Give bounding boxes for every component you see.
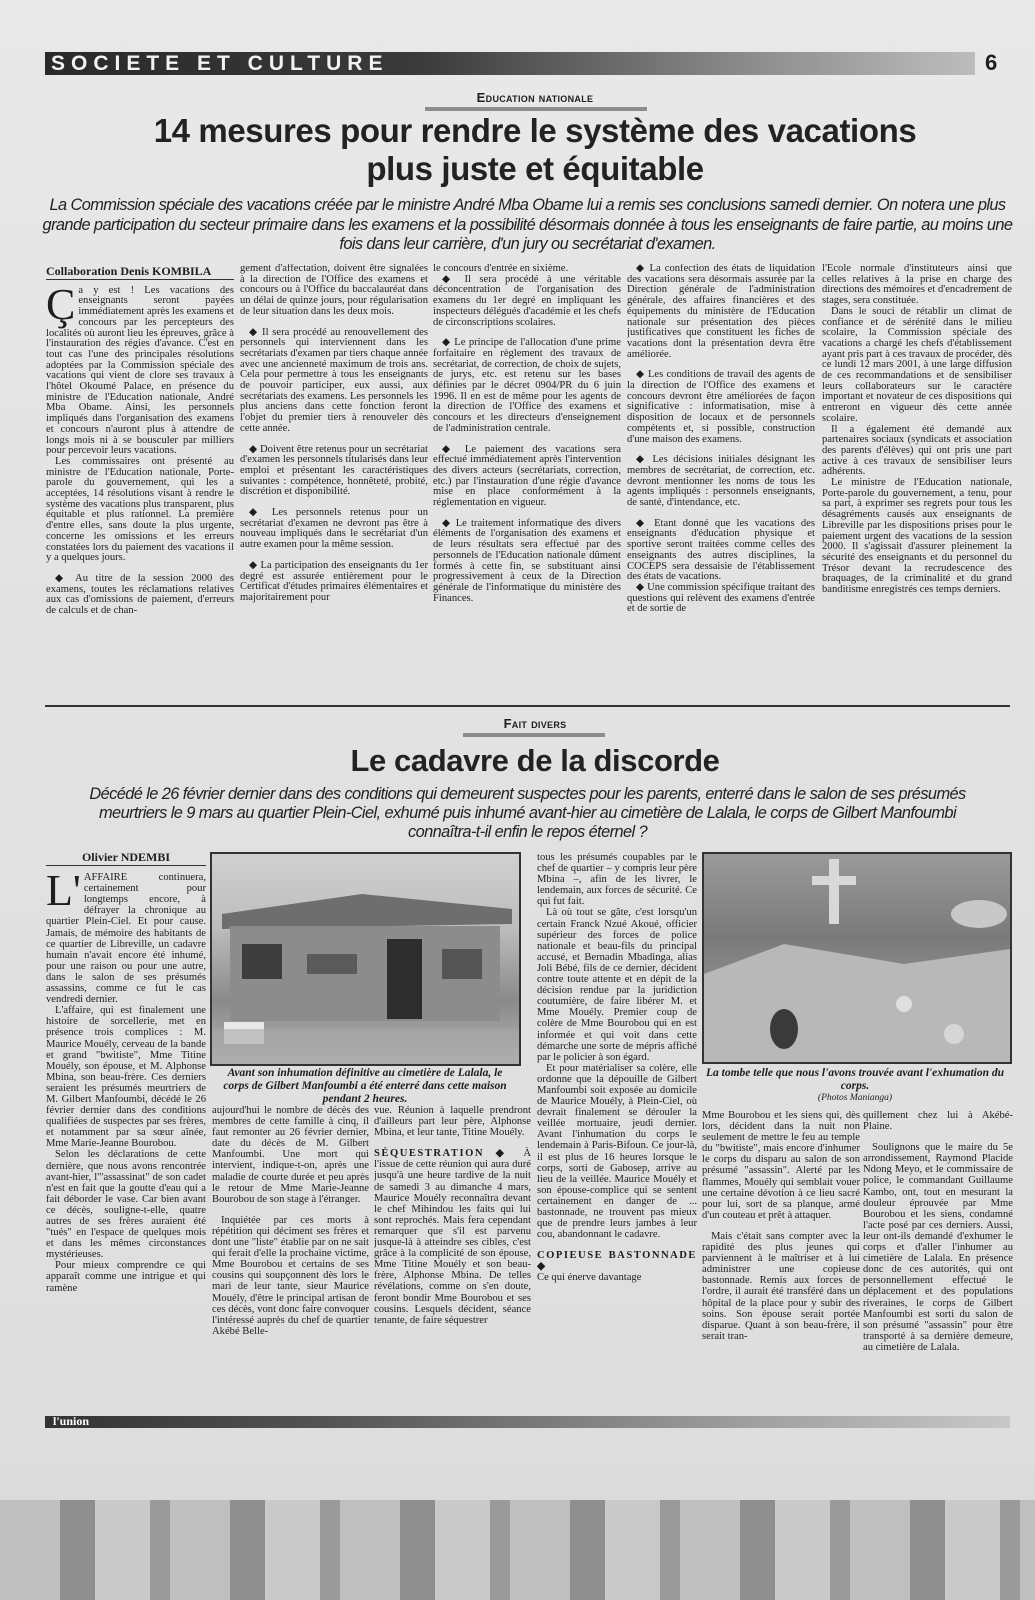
paragraph: ◆ Le traitement informatique des divers éléments de l'organisation des examens et de leurs résultats sera effectué par des personnels de l'Education nationale dûment formés à cette fin, se substituant ainsi progressivement à ceux de la Direction générale de l'informatique du ministère des Finances. — [433, 517, 621, 604]
paragraph: l'Ecole normale d'instituteurs ainsi que celles relatives à la prise en charge des directions des mémoires et d'encadrement de stages, sera constituée. — [822, 264, 1012, 307]
photo-house — [210, 852, 521, 1066]
scan-background — [0, 1500, 1035, 1600]
paragraph: L'affaire, qui est finalement une histoire de sorcellerie, met en présence trois complices : M. Maurice Mouély, cerveau de la bande et grand "bwitiste", Mme Titine Mouély, son épouse, et M. Alphonse Mbina, son beau-frère. Ces derniers seraient les présumés meurtriers de M. Gilbert Manfoumbi, décédé le 26 février dernier dans des conditions qualifiées de suspectes par ses frères, et notamment par sa sœur aînée, Mme Marie-Jeanne Bourobou. — [46, 1005, 206, 1150]
article2-column-5 — [702, 1110, 860, 1400]
paragraph-text: Ce qui énerve davantage — [537, 1272, 642, 1284]
paragraph: Là où tout se gâte, c'est lorsqu'un certain Franck Nzué Akoué, officier supérieur des forces de police nationale et beau-fils du principal accusé, et Bernadin Mbadinga, alias Joli Bébé, fils de ce dernier, décident contre toute attente et en dépit de la décision rendue par la juridiction coutumière, de faire libérer M. et Mme Mouély. Premier coup de colère de Mme Bourobou qui en est informée et qui voit dans cette démarche une sorte de mépris affiché par le policier à son égard. — [537, 907, 697, 1063]
paragraph: ◆ Une commission spécifique traitant des questions qui relèvent des examens d'entrée et de sortie de — [627, 581, 815, 615]
article1-column-4 — [627, 264, 815, 692]
paragraph: ◆ Au titre de la session 2000 des examens, toutes les réclamations relatives aux cas d'omissions de paiement, d'erreurs de calculs et de chan- — [46, 572, 234, 617]
article2-column-4 — [537, 852, 697, 1400]
section-label: SOCIETE ET CULTURE — [51, 52, 389, 75]
headline-line-1: 14 mesures pour rendre le système des vacations — [153, 112, 917, 149]
paragraph: ◆ Etant donné que les vacations des enseignants d'éducation physique et sportive seront traitées comme celles des enseignants des autres disciplines, la COCEPS sera dessaisie de l'établissement des états de vacations. — [627, 517, 815, 583]
house-image — [212, 854, 519, 1064]
kicker-rule — [463, 733, 605, 737]
paragraph — [374, 1148, 531, 1326]
paragraph: ◆ Les personnels retenus pour un secrétariat d'examen ne devront pas être à nouveau impliqués dans le secrétariat d'un autre examen pour la même session. — [240, 507, 428, 551]
paragraph: tous les présumés coupables par le chef de quartier – y compris leur père Mbina –, afin de les livrer, le lendemain, aux forces de sécurité. Ce qui fut fait. — [537, 852, 697, 908]
article2-byline: Olivier NDEMBI — [46, 852, 206, 866]
article2-column-1 — [46, 852, 206, 1400]
paragraph: Mme Bourobou et les siens qui, dès lors, décident dans la nuit non seulement de mettre le feu au temple du "bwitiste", mais encore d'inhumer le corps du disparu au salon de son présumé "assassin". Alerté par les flammes, Mouély qui semblait vouer une certaine dévotion à ce lieu sacré pour lui, sort de sa planque, armé d'un couteau et prêt à attaquer. — [702, 1110, 860, 1221]
paragraph: ◆ Les décisions initiales désignant les membres de secrétariat, de correction, etc. devront mentionner les noms de tous les agents impliqués : personnels enseignants, de santé, d'intendance, etc. — [627, 454, 815, 509]
article2-column-2 — [212, 1105, 369, 1400]
grave-image — [704, 854, 1010, 1062]
paragraph: Et pour matérialiser sa colère, elle ordonne que la dépouille de Gilbert Manfoumbi soit exposée au domicile de Maurice Mouély, à Plein-Ciel, où devrait finalement se dérouler la veillée mortuaire, jeudi dernier. Avant l'inhumation du corps le lendemain à Paris-Bifoun. Ce jour-là, il est plus de 16 heures lorsque le corps, sorti de Gabosep, arrive au lieu de la veillée. Maurice Mouély et son épouse-complice qui se sentent certainement en danger de ... bastonnade, ne trouvent pas mieux que de prendre leurs jambes à leur cou, abandonnant le cadavre. — [537, 1062, 697, 1241]
paragraph: Ça y est ! Les vacations des enseignants seront payées immédiatement après les examens et concours par les percepteurs des localités où auront lieu les épreuves, grâce à l'instauration des régies d'avance. C'est en tout cas l'une des principales résolutions adoptées par la Commission spéciale des vacations qui vient de clore ses travaux à l'hôtel Okoumé Palace, en présence du ministre de l'Education nationale, André Mba Obame. Ainsi, les personnels impliqués dans l'organisation des examens et concours n'auront plus à attendre de longs mois ni à se bousculer par milliers pour percevoir leurs vacations. — [46, 279, 234, 457]
paragraph: Dans le souci de rétablir un climat de confiance et de sérénité dans le milieu scolaire, la Commission spéciale des vacations a chargé les chefs d'établissement ayant pris part à ces travaux de procéder, dès ce lundi 12 mars 2001, à une large diffusion de ces recommandations et de sensibiliser leurs collaborateurs sur le caractère important et novateur de ces dispositions qui entreront en vigueur dès cette année scolaire. — [822, 305, 1012, 424]
paragraph: ◆ Il sera procédé au renouvellement des personnels qui interviennent dans les secrétariats d'examen par tiers chaque année avec une ancienneté maximum de trois ans. Cela pour permettre à tous les enseignants de pouvoir participer, eux aussi, aux secrétariats des examens. Les personnels les plus anciens dans cette fonction feront l'objet du premier tiers à renouveler dès cette année. — [240, 326, 428, 434]
paragraph: L'AFFAIRE continuera, certainement pour longtemps encore, à défrayer la chronique au quartier Plein-Ciel. Et pour cause. Jamais, de mémoire des habitants de ce quartier de Libreville, un cadavre humain n'avait encore été inhumé, pour une raison ou pour une autre, dans le salon de ses présumés assassins, comme ce fut le cas vendredi dernier. — [46, 866, 206, 1006]
article1-column-1 — [46, 266, 234, 692]
article2-headline: Le cadavre de la discorde — [350, 743, 720, 778]
paragraph: ◆ Il sera procédé à une véritable déconcentration de l'organisation des examens du 1er degré en impliquant les inspecteurs délégués d'académie et les chefs de circonscriptions scolaires. — [433, 273, 621, 328]
article1-byline: Collaboration Denis KOMBILA — [46, 266, 234, 280]
photo-grave — [702, 852, 1012, 1064]
article-divider — [45, 705, 1010, 707]
article1-column-2 — [240, 264, 428, 692]
paragraph — [537, 1250, 697, 1283]
photo2-caption: La tombe telle que nous l'avons trouvée avant l'exhumation du corps. — [705, 1067, 1005, 1092]
article1-column-5 — [822, 264, 1012, 692]
paragraph: Les commissaires ont présenté au ministre de l'Education nationale, Porte-parole du gouvernement, qui les a acceptées, 14 résolutions visant à rendre le système des vacations plus transparent, plus équitable et plus rationnel. La première d'entre elles, sans doute la plus urgente, concerne les omissions et les erreurs constatées lors du paiement des vacations il y a quelques jours. — [46, 455, 234, 564]
page-number: 6 — [985, 50, 998, 75]
paragraph: Mais c'était sans compter avec la rapidité des plus jeunes qui parviennent à le maîtriser et à lui administrer une copieuse bastonnade. Remis aux forces de l'ordre, il aurait été transféré dans un hôpital de la place pour y subir des soins. Son épouse serait portée disparue. Quant à son beau-frère, il serait tran- — [702, 1230, 860, 1342]
article1-deck: La Commission spéciale des vacations créée par le ministre André Mba Obame lui a remis ses conclusions samedi dernier. On notera une plus grande participation du secteur primaire dans les examens et la possibilité désormais donnée à tous les enseignants de faire partie, au moins une fois dans leur carrière, d'un jury ou secrétariat d'examen. — [42, 196, 1013, 253]
article1-kicker: Education nationale — [476, 90, 594, 105]
paragraph: le concours d'entrée en sixième. — [433, 264, 569, 274]
photo1-caption: Avant son inhumation définitive au cimetière de Lalala, le corps de Gilbert Manfoumbi a été enterré dans cette maison pendant 2 heures. — [223, 1067, 507, 1105]
footer-banner — [45, 1416, 1010, 1428]
paragraph: ◆ Doivent être retenus pour un secrétariat d'examen les personnels titularisés dans leur emploi et présentant les caractéristiques suivantes : compétence, honnêteté, probité, discrétion et disponibilité. — [240, 443, 428, 498]
kicker-rule — [425, 107, 647, 111]
paragraph: ◆ Le principe de l'allocation d'une prime forfaitaire en règlement des travaux de secrétariat, de correction, de choix de sujets, de jurys, etc. est retenu sur les bases définies par le décret 0904/PR du 6 juin 1996. Il en est de même pour les agents de la direction de l'Office des examens et concours et les directeurs d'enseignement de l'administration centrale. — [433, 337, 621, 434]
article1-column-3 — [433, 264, 621, 692]
article2-deck: Décédé le 26 février dernier dans des conditions qui demeurent suspectes pour les parents, enterré dans le salon de ses présumés meurtriers le 9 mars au quartier Plein-Ciel, exhumé puis inhumé avant-hier au cimetière de Lalala, le corps de Gilbert Manfoumbi connaîtra-t-il enfin le repos éternel ? — [89, 785, 966, 841]
paragraph-text: À l'issue de cette réunion qui aura duré jusqu'à une heure tardive de la nuit de samedi 3 au dimanche 4 mars, Maurice Mouély reconnaîtra devant le chef Mihindou les faits qui lui sont reprochés. Mais fera cependant remarquer que s'il est parvenu jusque-là à atteindre ses cibles, c'est grâce à la complicité de son épouse, Mme Titine Mouély et son beau-frère, Alphonse Mbina. De telles révélations, comme on s'en doute, feront bondir Mme Bourobou et ses cousins. Lesquels décident, séance tenante, de faire séquestrer — [374, 1148, 531, 1326]
article2-column-6 — [863, 1110, 1013, 1400]
paragraph: Soulignons que le maire du 5e arrondissement, Raymond Placide Ndong Meyo, et le commissaire de police, le commandant Guillaume Kambo, ont, tout en mesurant la douleur éprouvée par Mme Bourobou et les siens, condamné l'acte posé par ces derniers. Aussi, leur ont-ils demandé d'exhumer le corps et d'aller l'inhumer au cimetière de Lalala. En présence donc de ces autorités, qui ont personnellement effectué le déplacement et des populations riveraines, le corps de Gilbert Manfoumbi est sorti du salon de son présumé "assassin" pour être transporté à sa dernière demeure, au cimetière de Lalala. — [863, 1142, 1013, 1353]
article1-headline — [40, 112, 1030, 188]
paragraph: Pour mieux comprendre ce qui apparaît comme une intrigue et qui ramène — [46, 1260, 206, 1294]
paragraph: ◆ Le paiement des vacations sera effectué immédiatement après l'intervention des divers acteurs (secrétariats, correction, etc.) par l'instauration d'une régie d'avance mise en place conformément à la réglementation en vigueur. — [433, 443, 621, 509]
paragraph: quillement chez lui à Akébé-Plaine. — [863, 1110, 1013, 1133]
paragraph: vue. Réunion à laquelle prendront d'ailleurs part leur père, Alphonse Mbina, et leur tante, Titine Mouély. — [374, 1105, 531, 1139]
paragraph: ◆ La participation des enseignants du 1er degré est assurée entièrement pour le Certificat d'études primaires élémentaires et majoritairement pour — [240, 559, 428, 603]
paragraph: ◆ La confection des états de liquidation des vacations sera désormais assurée par la Direction générale de l'administration générale, des affaires financières et des équipements du ministère de l'Education nationale sur présentation des pièces justificatives que constituent les fiches de vacations dont la présentation devra être améliorée. — [627, 264, 815, 360]
article2-kicker: Fait divers — [503, 716, 567, 731]
subhead-sequestration: SÉQUESTRATION ◆ — [374, 1148, 514, 1160]
paragraph: Le ministre de l'Education nationale, Porte-parole du gouvernement, a tenu, pour sa part, à exprimer ses regrets pour tous les désagréments causés aux enseignants de Libreville par les dispositions prises pour le paiement urgent des vacations de la session 2000. Il s'agissait d'assurer pleinement la sécurité des enseignants et du personnel du Trésor devant la recrudescence des braquages, de la criminalité et du grand banditisme enregistrés ces temps derniers. — [822, 477, 1012, 596]
paragraph: Inquiétée par ces morts à répétition qui déciment ses frères et dont une "liste" établie par on ne sait qui ferait d'elle la prochaine victime, Mme Bourobou et certains de ses cousins qui soupçonnent dès lors le mari de leur tante, sieur Maurice Mouély, d'être le principal artisan de ces décès, vont donc faire convoquer l'intéressé auprès du chef de quartier Akébé Belle- — [212, 1214, 369, 1337]
headline-line-2: plus juste et équitable — [366, 150, 704, 187]
masthead-logo: l'union — [53, 1414, 90, 1428]
paragraph: gement d'affectation, doivent être signalées à la direction de l'Office des examens et concours ou à l'Office du baccalauréat dans un délai de quinze jours, pour régularisation de leur situation dans les deux mois. — [240, 264, 428, 317]
paragraph: ◆ Les conditions de travail des agents de la direction de l'Office des examens et concours devront être améliorées de façon significative : informatisation, mise à disposition de locaux et de personnels compétents et, si possible, construction d'une maison des examens. — [627, 369, 815, 445]
photo-credit: (Photos Manianga) — [817, 1093, 893, 1103]
paragraph: Selon les déclarations de cette dernière, que nous avons rencontrée avant-hier, l'"assassinat" de son cadet n'est en fait que la goutte d'eau qui a fait déborder le vase. Car bien avant ce décès, souligne-t-elle, quatre autres de ses frères auraient été "tués" en l'espace de quelques mois et dans les mêmes circonstances mystérieuses. — [46, 1149, 206, 1261]
paragraph: aujourd'hui le nombre de décès des membres de cette famille à cinq, il faut remonter au 26 février dernier, date du décès de M. Gilbert Manfoumbi. Une mort qui intervient, indique-t-on, après une maladie de courte durée et peu après le retour de Mme Marie-Jeanne Bourobou de son stage à l'étranger. — [212, 1105, 369, 1205]
subhead-bastonnade: COPIEUSE BASTONNADE ◆ — [537, 1250, 697, 1273]
section-banner — [45, 52, 975, 75]
paragraph: Il a également été demandé aux partenaires sociaux (syndicats et association des parents d'élèves) qui ont pris une part active à ces travaux de sensibiliser leurs adhérents. — [822, 423, 1012, 478]
article2-column-3 — [374, 1105, 531, 1400]
